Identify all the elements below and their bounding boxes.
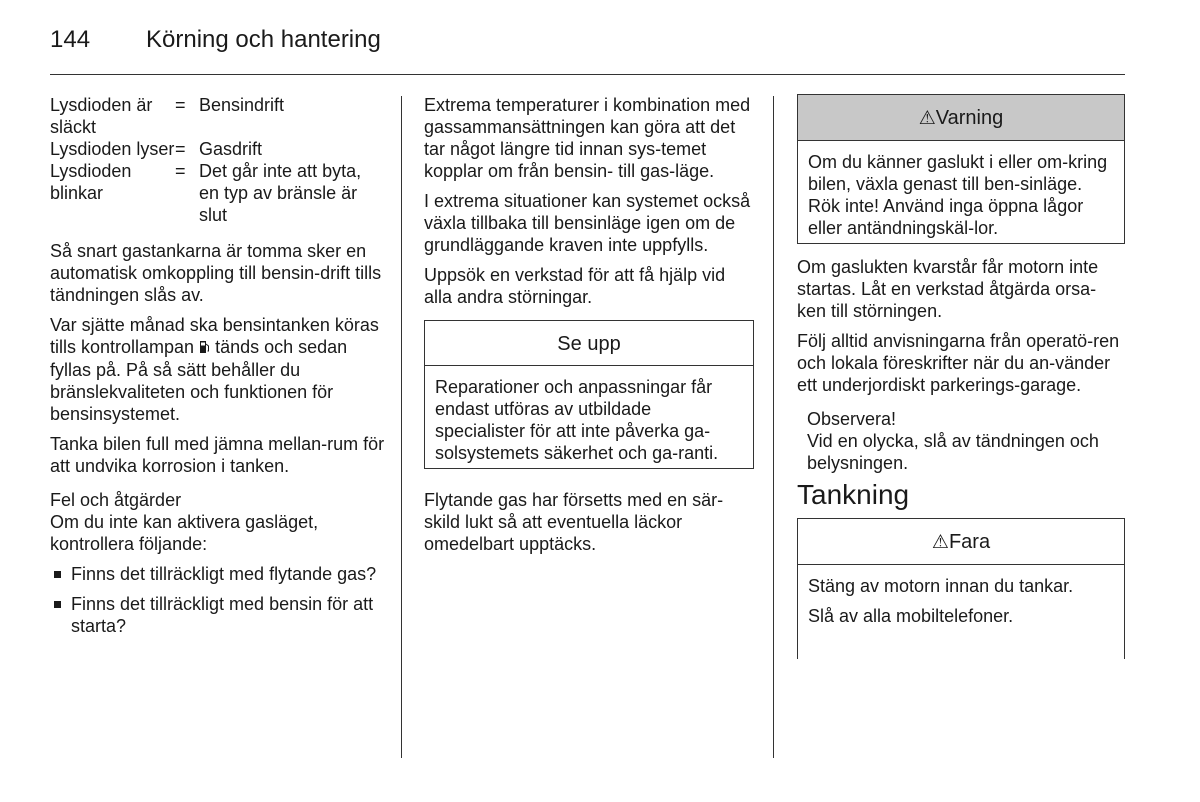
warning-triangle-icon: ⚠ — [918, 108, 936, 129]
list-item: Finns det tillräckligt med flytande gas? — [50, 563, 385, 585]
column-3 — [797, 94, 1125, 659]
paragraph: Var sjätte månad ska bensintanken köras tills kontrollampan tänds och sedan fyllas på. På så sätt behåller du bränslekvaliteten och funktionen för bensinsystemet. — [50, 315, 379, 424]
paragraph: Följ alltid anvisningarna från operatö-ren och lokala föreskrifter när du an-vänder ett underjordiskt parkerings-garage. — [797, 331, 1120, 395]
danger-line: Stäng av motorn innan du tankar. — [808, 576, 1074, 596]
paragraph: Tanka bilen full med jämna mellan-rum för att undvika korrosion i tanken. — [50, 434, 385, 476]
list-item: Finns det tillräckligt med bensin för att starta? — [50, 593, 385, 637]
column-divider — [401, 96, 402, 758]
paragraph: Om gaslukten kvarstår får motorn inte startas. Låt en verkstad åtgärda orsa-ken till störningen. — [797, 257, 1099, 321]
bullet-square-icon — [54, 601, 61, 608]
subheading: Fel och åtgärder — [50, 490, 182, 510]
section-title: Tankning — [797, 479, 910, 510]
definition-row: Lysdioden är släckt = Bensindrift — [50, 95, 285, 137]
danger-header: ⚠Fara — [798, 519, 1124, 565]
warning-text: Om du känner gaslukt i eller om-kring bilen, växla genast till ben-sinläge. Rök inte! Använd inga öppna lågor eller antändningskäl-lor. — [808, 152, 1108, 238]
paragraph: Om du inte kan aktivera gasläget, kontrollera följande: — [50, 512, 319, 554]
header-rule — [50, 74, 1125, 75]
definition-row: Lysdioden lyser = Gasdrift — [50, 139, 263, 159]
warning-header: ⚠Varning — [798, 95, 1124, 141]
page-header — [50, 26, 381, 54]
danger-line: Slå av alla mobiltelefoner. — [808, 606, 1014, 626]
paragraph: Extrema temperaturer i kombination med gassammansättningen kan göra att det tar något längre tid innan sys-temet kopplar om från bensin- till gas-läge. — [424, 95, 751, 181]
caution-title: Se upp — [425, 321, 753, 366]
bullet-list — [50, 563, 385, 637]
column-2 — [424, 94, 754, 563]
note — [797, 408, 1125, 474]
caution-text: Reparationer och anpassningar får endast utföras av utbildade specialister för att inte påverka ga-solsystemets säkerhet och ga-ranti. — [435, 377, 719, 463]
paragraph: Uppsök en verkstad för att få hjälp vid alla andra störningar. — [424, 265, 726, 307]
note-title: Observera! — [807, 409, 897, 429]
caution-box — [424, 320, 754, 469]
note-text: Vid en olycka, slå av tändningen och belysningen. — [807, 431, 1099, 473]
warning-box — [797, 94, 1125, 244]
page-title: Körning och hantering — [146, 26, 381, 53]
column-divider — [773, 96, 774, 758]
column-1 — [50, 94, 385, 645]
page-number: 144 — [50, 26, 91, 53]
paragraph: I extrema situationer kan systemet också växla tillbaka till bensinläge igen om de grundläggande kraven inte uppfylls. — [424, 191, 751, 255]
paragraph: Flytande gas har försetts med en sär-skild lukt så att eventuella läckor omedelbart upptäcks. — [424, 490, 724, 554]
paragraph: Så snart gastankarna är tomma sker en automatisk omkoppling till bensin-drift tills tändningen slås av. — [50, 241, 382, 305]
warning-triangle-icon: ⚠ — [931, 532, 949, 553]
bullet-square-icon — [54, 571, 61, 578]
definition-row: Lysdioden blinkar = Det går inte att byta, en typ av bränsle är slut — [50, 161, 362, 225]
danger-box — [797, 518, 1125, 659]
fuel-pump-icon — [199, 337, 210, 359]
